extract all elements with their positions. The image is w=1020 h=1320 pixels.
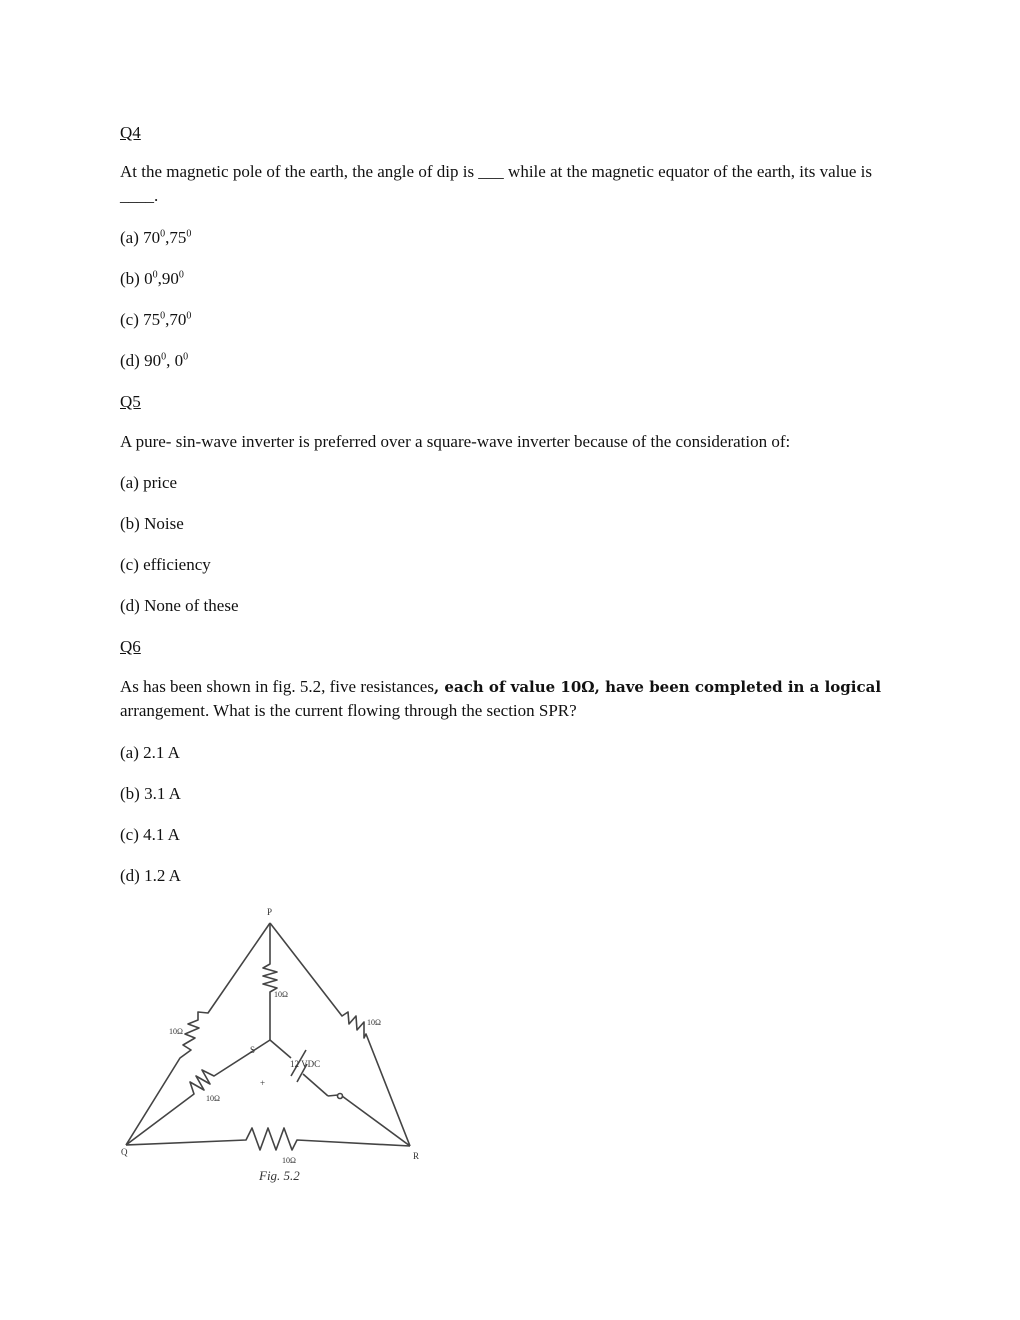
node-label-r: R bbox=[413, 1151, 420, 1161]
question-number-q4: Q4 bbox=[120, 123, 141, 142]
node-label-s: S bbox=[250, 1045, 256, 1055]
option-q4-b: (b) $0^0,90^0$ bbox=[120, 269, 184, 288]
resistor-pr bbox=[270, 923, 410, 1146]
option-q4-c: (c) $75^0,70^0$ bbox=[120, 310, 192, 329]
resistor-label-qr: 10Ω bbox=[282, 1156, 296, 1165]
option-q4-d: (d) $90^0$, $0^0$ bbox=[120, 351, 189, 370]
option-q5-d: (d) None of these bbox=[120, 596, 239, 615]
question-text-q4: At the magnetic pole of the earth, the angle of dip is ___ while at the magnetic equator of the earth, its value is ____. bbox=[120, 162, 873, 205]
node-label-p: P bbox=[267, 907, 273, 917]
source-label: 12 VDC bbox=[290, 1059, 321, 1069]
option-q5-b: (b) Noise bbox=[120, 514, 184, 533]
option-q6-d: (d) 1.2 A bbox=[120, 866, 181, 885]
option-q4-a: (a) $70^0,75^0$ bbox=[120, 228, 192, 247]
resistor-label-pq: 10Ω bbox=[169, 1027, 183, 1036]
resistor-label-sq: 10Ω bbox=[206, 1094, 220, 1103]
switch-terminal bbox=[338, 1094, 343, 1099]
circuit-diagram bbox=[110, 900, 450, 1200]
resistor-ps bbox=[263, 923, 277, 1040]
question-number-q6: Q6 bbox=[120, 637, 141, 656]
wire-s-battery bbox=[270, 1040, 291, 1058]
source-plus-sign: + bbox=[260, 1078, 266, 1088]
resistor-qr bbox=[126, 1128, 410, 1150]
option-q6-a: (a) 2.1 A bbox=[120, 743, 180, 762]
question-text-q6-line1: As has been shown in fig. 5.2, five resistances, each of value 10Ω, have been completed in a logical bbox=[120, 677, 882, 696]
question-text-q6-line2: arrangement. What is the current flowing through the section SPR? bbox=[120, 701, 577, 720]
resistor-label-pr: 10Ω bbox=[367, 1018, 381, 1027]
switch-blade bbox=[328, 1095, 338, 1096]
option-q5-c: (c) efficiency bbox=[120, 555, 211, 574]
resistor-pq bbox=[126, 923, 270, 1145]
question-text-q5: A pure- sin-wave inverter is preferred over a square-wave inverter because of the consideration of: bbox=[120, 432, 791, 451]
figure-caption: Fig. 5.2 bbox=[259, 1168, 300, 1183]
wire-battery-switch bbox=[303, 1074, 328, 1096]
option-q5-a: (a) price bbox=[120, 473, 178, 492]
node-label-q: Q bbox=[121, 1147, 128, 1157]
resistor-label-ps: 10Ω bbox=[274, 990, 288, 999]
option-q6-b: (b) 3.1 A bbox=[120, 784, 181, 803]
question-number-q5: Q5 bbox=[120, 392, 141, 411]
resistor-sq bbox=[126, 1040, 270, 1145]
option-q6-c: (c) 4.1 A bbox=[120, 825, 180, 844]
